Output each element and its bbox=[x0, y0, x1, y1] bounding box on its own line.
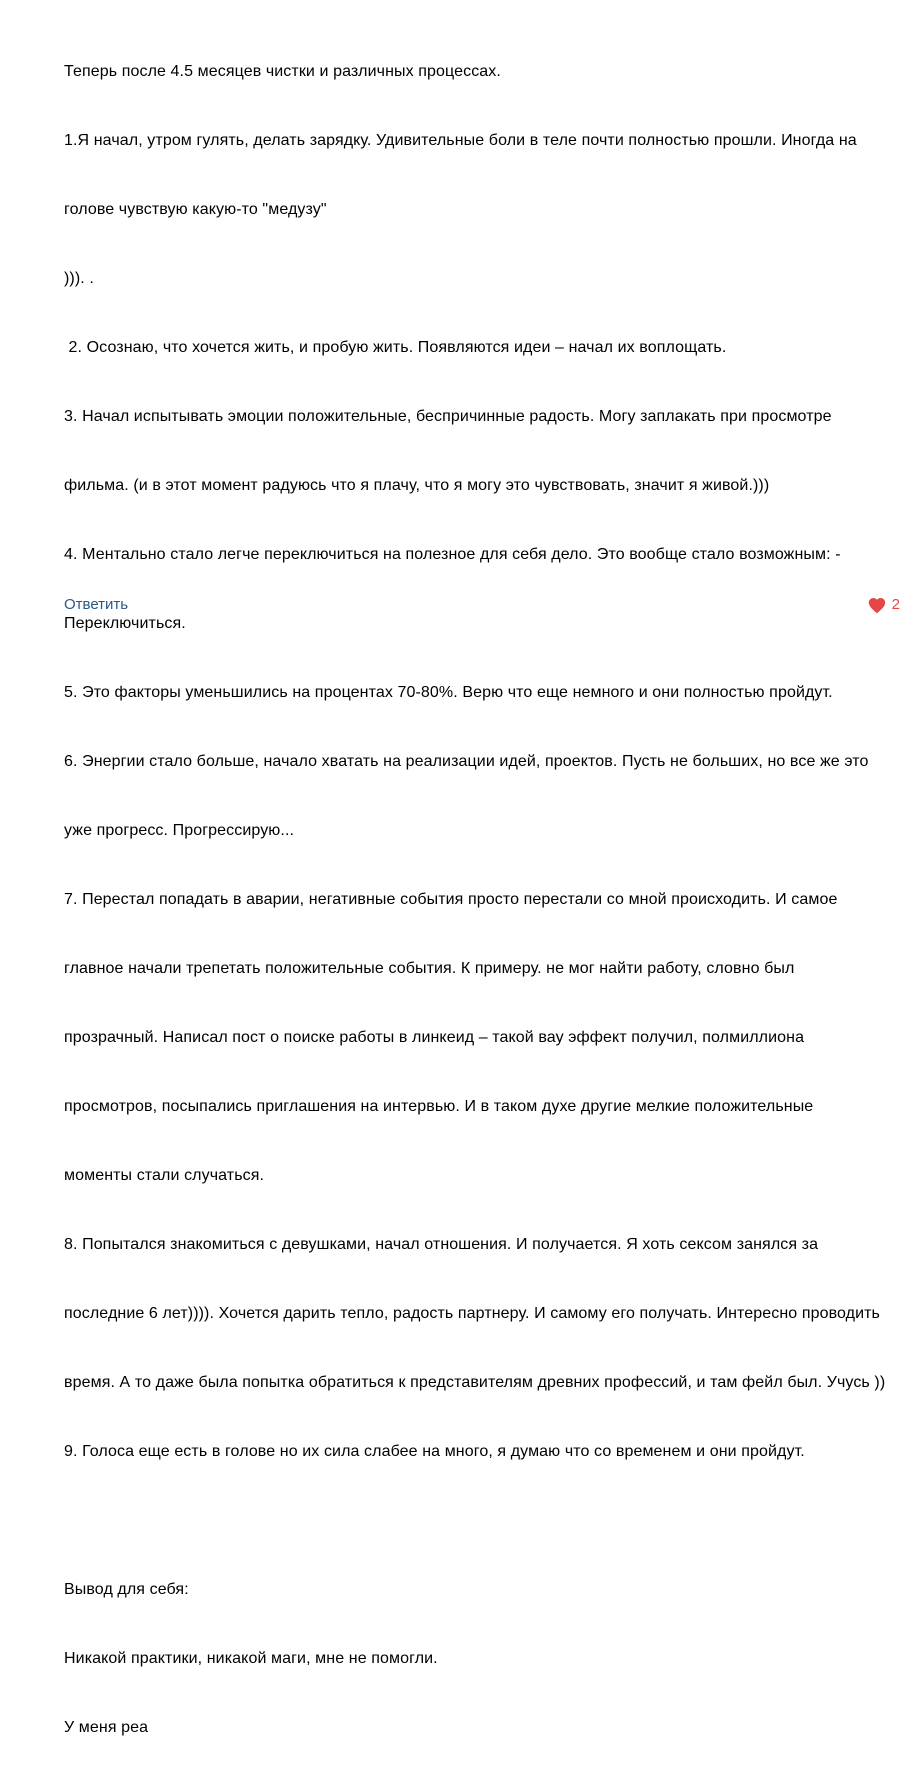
comment-line: Никакой практики, никакой маги, мне не помогли. bbox=[64, 1650, 438, 1667]
comment-line: 5. Это факторы уменьшились на процентах 70-80%. Верю что еще немного и они полностью пройдут. bbox=[64, 684, 833, 701]
heart-icon bbox=[867, 596, 887, 614]
comment-line: время. А то даже была попытка обратиться к представителям древних профессий, и там фейл был. Учусь )) bbox=[64, 1374, 886, 1391]
comment-line: 7. Перестал попадать в аварии, негативные события просто перестали со мной происходить. И самое bbox=[64, 891, 838, 908]
comment-line: моменты стали случаться. bbox=[64, 1167, 265, 1184]
comment-line: последние 6 лет)))). Хочется дарить тепло, радость партнеру. И самому его получать. Интересно проводить bbox=[64, 1305, 880, 1322]
comment-line: Переключиться. bbox=[64, 615, 186, 632]
comment-line: просмотров, посыпались приглашения на интервью. И в таком духе другие мелкие положительные bbox=[64, 1098, 814, 1115]
like-button[interactable] bbox=[867, 593, 900, 617]
like-count: 2 bbox=[891, 596, 900, 613]
comment-line: 9. Голоса еще есть в голове но их сила слабее на много, я думаю что со временем и они пройдут. bbox=[64, 1443, 805, 1460]
comment-line: голове чувствую какую-то "медузу" bbox=[64, 201, 327, 218]
comment bbox=[64, 14, 914, 1785]
comment-line-empty bbox=[64, 1509, 914, 1532]
comment-line: 1.Я начал, утром гулять, делать зарядку. Удивительные боли в теле почти полностью прошли. Иногда на bbox=[64, 132, 857, 149]
comment-line: Вывод для себя: bbox=[64, 1581, 189, 1598]
comment-text bbox=[64, 14, 914, 1785]
comment-line: фильма. (и в этот момент радуюсь что я плачу, что я могу это чувствовать, значит я живой.))) bbox=[64, 477, 770, 494]
comment-footer bbox=[64, 593, 904, 617]
comment-line: 6. Энергии стало больше, начало хватать на реализации идей, проектов. Пусть не больших, но все же это bbox=[64, 753, 869, 770]
comment-line: 3. Начал испытывать эмоции положительные, беспричинные радость. Могу заплакать при просмотре bbox=[64, 408, 832, 425]
comment-line: прозрачный. Написал пост о поиске работы в линкеид – такой вау эффект получил, полмиллиона bbox=[64, 1029, 805, 1046]
reply-button[interactable]: Ответить bbox=[64, 596, 129, 613]
comment-line: 8. Попытался знакомиться с девушками, начал отношения. И получается. Я хоть сексом занялся за bbox=[64, 1236, 819, 1253]
comment-line: Теперь после 4.5 месяцев чистки и различных процессах. bbox=[64, 63, 501, 80]
comment-line: уже прогресс. Прогрессирую... bbox=[64, 822, 295, 839]
comment-line: ))). . bbox=[64, 270, 94, 287]
comment-line: главное начали трепетать положительные события. К примеру. не мог найти работу, словно был bbox=[64, 960, 795, 977]
comment-line: У меня реа bbox=[64, 1719, 149, 1736]
comment-line: 2. Осознаю, что хочется жить, и пробую жить. Появляются идеи – начал их воплощать. bbox=[64, 339, 727, 356]
comment-line: 4. Ментально стало легче переключиться на полезное для себя дело. Это вообще стало возможным: - bbox=[64, 546, 841, 563]
